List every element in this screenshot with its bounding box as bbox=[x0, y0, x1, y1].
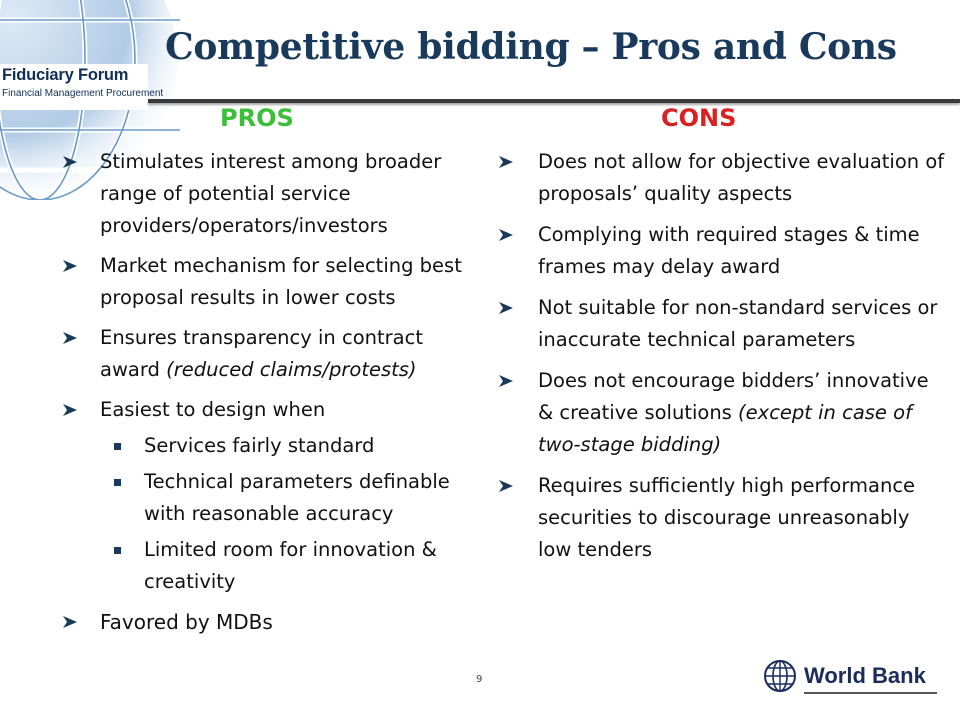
pros-subitem bbox=[100, 466, 482, 530]
square-bullet-icon bbox=[114, 547, 121, 554]
cons-item-text: Requires sufficiently high performance securities to discourage unreasonably low tenders bbox=[538, 474, 916, 561]
pros-sublist bbox=[100, 430, 482, 598]
pros-item bbox=[62, 146, 482, 242]
pros-item-text: Easiest to design when bbox=[100, 398, 326, 421]
cons-item bbox=[498, 470, 948, 566]
arrow-bullet-icon bbox=[62, 606, 80, 638]
arrow-bullet-icon bbox=[498, 365, 516, 397]
cons-item-text: Not suitable for non-standard services or inaccurate technical parameters bbox=[538, 296, 938, 351]
slide-title: Competitive bidding – Pros and Cons bbox=[165, 26, 897, 68]
page-number: 9 bbox=[476, 674, 483, 685]
cons-item-note: (except in case of two-stage bidding) bbox=[538, 401, 912, 456]
cons-item-text: Does not encourage bidders’ innovative & creative solutions bbox=[538, 369, 929, 424]
arrow-bullet-icon bbox=[498, 146, 516, 178]
pros-subitem bbox=[100, 534, 482, 598]
pros-item-note: (reduced claims/protests) bbox=[166, 358, 417, 381]
world-bank-text: World Bank bbox=[804, 663, 926, 688]
cons-list bbox=[498, 146, 948, 575]
arrow-bullet-icon bbox=[62, 394, 80, 426]
pros-item-text: Ensures transparency in contract award bbox=[100, 326, 423, 381]
pros-item bbox=[62, 606, 482, 638]
cons-heading: CONS bbox=[661, 104, 737, 132]
logo-subtitle: Financial Management Procurement bbox=[2, 88, 164, 99]
arrow-bullet-icon bbox=[498, 219, 516, 251]
cons-item bbox=[498, 292, 948, 356]
arrow-bullet-icon bbox=[62, 322, 80, 354]
arrow-bullet-icon bbox=[62, 250, 80, 282]
title-divider bbox=[148, 99, 960, 103]
pros-list bbox=[62, 146, 482, 646]
pros-item-text: Market mechanism for selecting best proposal results in lower costs bbox=[100, 254, 462, 309]
cons-item bbox=[498, 365, 948, 461]
pros-subitem-text: Services fairly standard bbox=[144, 434, 375, 457]
pros-heading: PROS bbox=[220, 104, 294, 132]
pros-item-text: Stimulates interest among broader range of potential service providers/operators/investors bbox=[100, 150, 442, 237]
world-bank-globe-icon bbox=[762, 658, 798, 694]
pros-item bbox=[62, 250, 482, 314]
pros-item bbox=[62, 394, 482, 598]
square-bullet-icon bbox=[114, 479, 121, 486]
pros-item-text: Favored by MDBs bbox=[100, 610, 273, 634]
arrow-bullet-icon bbox=[498, 292, 516, 324]
arrow-bullet-icon bbox=[498, 470, 516, 502]
arrow-bullet-icon bbox=[62, 146, 80, 178]
pros-subitem-text: Limited room for innovation & creativity bbox=[144, 538, 437, 593]
pros-item bbox=[62, 322, 482, 386]
cons-item-text: Complying with required stages & time frames may delay award bbox=[538, 223, 920, 278]
logo-title: Fiduciary Forum bbox=[2, 66, 129, 84]
world-bank-logo bbox=[760, 657, 937, 695]
square-bullet-icon bbox=[114, 443, 121, 450]
fiduciary-forum-logo bbox=[0, 64, 164, 110]
world-bank-rule bbox=[804, 692, 937, 694]
cons-item bbox=[498, 219, 948, 283]
cons-item bbox=[498, 146, 948, 210]
pros-subitem bbox=[100, 430, 482, 462]
pros-subitem-text: Technical parameters definable with reasonable accuracy bbox=[144, 470, 450, 525]
cons-item-text: Does not allow for objective evaluation of proposals’ quality aspects bbox=[538, 150, 945, 205]
